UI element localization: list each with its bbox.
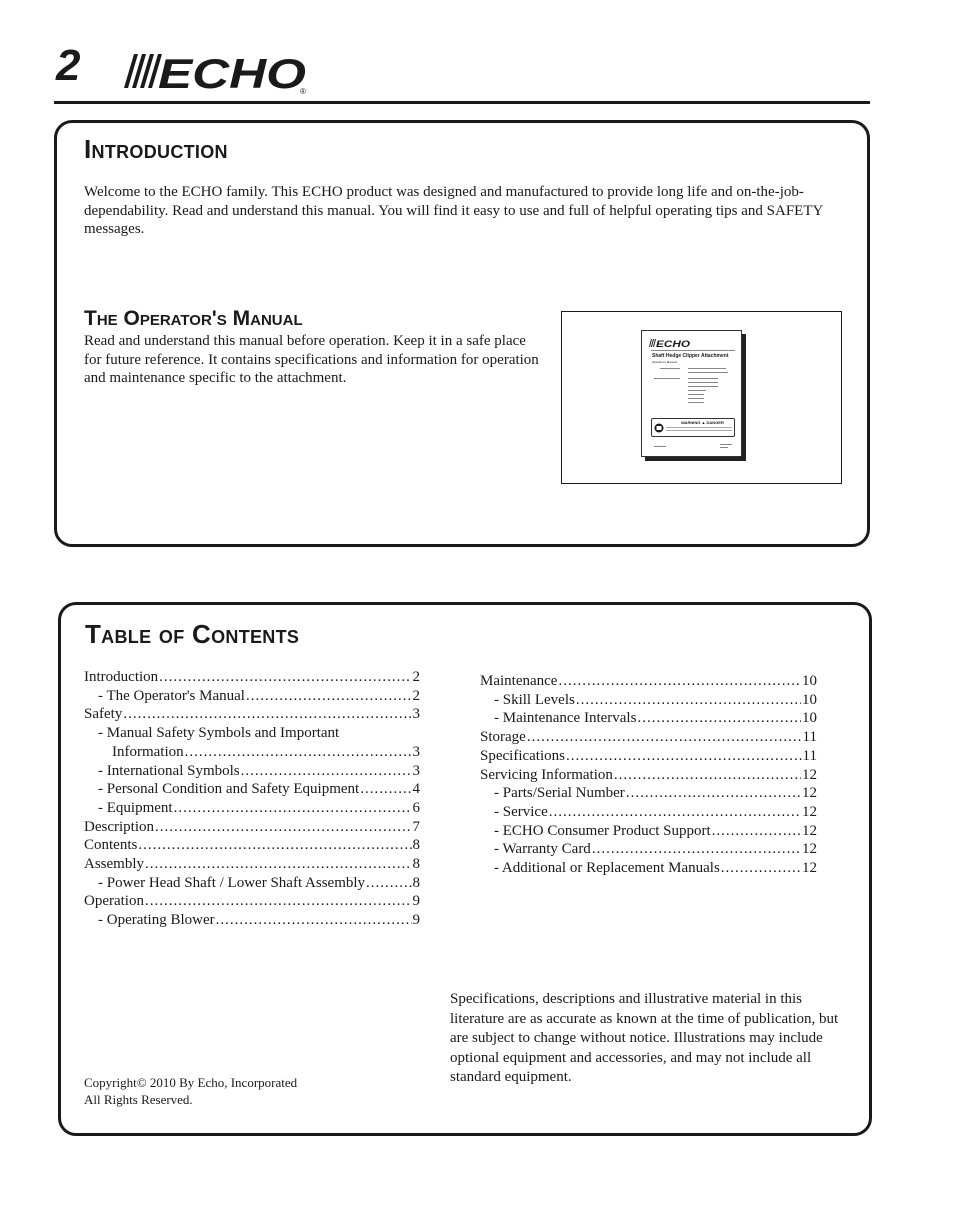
toc-entry <box>84 855 420 874</box>
logo-wordmark: ECHO <box>158 50 306 96</box>
toc-entry-label: Specifications <box>480 747 565 764</box>
toc-entry-page: 8 <box>412 874 420 891</box>
toc-entry <box>494 859 817 878</box>
toc-entry-label: - Warranty Card <box>494 841 591 858</box>
thumbnail-logo-wordmark: ECHO <box>656 339 690 348</box>
thumbnail-text-line <box>688 368 726 369</box>
toc-entry-page: 12 <box>802 785 817 802</box>
toc-entry <box>84 818 420 837</box>
toc-entry-label: - Equipment <box>98 799 173 816</box>
table-of-contents-title: Table of Contents <box>85 619 300 649</box>
toc-entry <box>98 799 420 818</box>
thumbnail-text-line <box>688 398 704 399</box>
thumbnail-text-line <box>720 444 732 445</box>
thumbnail-text-line <box>688 394 704 395</box>
toc-entry-label: - Manual Safety Symbols and Important <box>98 725 340 742</box>
toc-dot-leader <box>216 911 412 930</box>
toc-dot-leader <box>246 687 412 706</box>
thumbnail-text-line <box>688 390 706 391</box>
toc-dot-leader <box>549 803 801 822</box>
toc-dot-leader <box>614 766 801 785</box>
toc-entry <box>494 840 817 859</box>
toc-entry <box>84 836 420 855</box>
toc-entry-page: 11 <box>802 729 817 746</box>
toc-entry-page: 3 <box>412 743 420 760</box>
thumbnail-cover-subtitle: Operator's Manual <box>652 360 677 364</box>
toc-entry-page: 2 <box>412 687 420 704</box>
toc-entry <box>84 705 420 724</box>
introduction-body: Welcome to the ECHO family. This ECHO product was designed and manufactured to provide long life and on-the-job-dependability. Read and understand this manual. You will find it easy to use and full of helpful operating tips and SAFETY messages. <box>84 184 823 238</box>
copyright-notice <box>84 1074 297 1108</box>
toc-entry-page: 12 <box>802 822 817 839</box>
toc-entry <box>480 728 817 747</box>
toc-entry <box>494 822 817 841</box>
toc-entry-label: Operation <box>84 893 144 910</box>
toc-entry-label: - Additional or Replacement Manuals <box>494 860 720 876</box>
toc-entry-label: Maintenance <box>480 673 558 689</box>
thumbnail-text-line <box>688 382 718 383</box>
toc-entry-label: Description <box>84 818 154 835</box>
toc-entry-label: Assembly <box>84 856 144 872</box>
thumbnail-echo-logo <box>648 338 692 348</box>
toc-entry-page: 9 <box>412 912 420 929</box>
operators-manual-body: Read and understand this manual before operation. Keep it in a safe place for future reference. It contains specifications and information for operation and maintenance specific to the attachment. <box>84 333 539 387</box>
toc-entry-label: Introduction <box>84 669 159 685</box>
toc-dot-leader <box>174 799 412 818</box>
toc-entry-page: 11 <box>802 747 817 764</box>
toc-entry <box>98 780 420 799</box>
page-number: 2 <box>56 41 81 90</box>
toc-dot-leader <box>558 672 801 691</box>
toc-entry-label: - Operating Blower <box>98 912 215 929</box>
toc-entry-label: - Skill Levels <box>494 691 575 708</box>
toc-entry-label: - Personal Condition and Safety Equipment <box>98 781 360 798</box>
toc-entry <box>480 747 817 766</box>
toc-dot-leader <box>360 780 411 799</box>
toc-dot-leader <box>626 784 801 803</box>
thumbnail-read-manual-icon <box>654 423 664 433</box>
toc-entry <box>494 803 817 822</box>
rights-reserved-line: All Rights Reserved. <box>84 1092 193 1107</box>
toc-entry-label: Contents <box>84 837 138 854</box>
toc-entry <box>112 743 420 762</box>
toc-dot-leader <box>366 874 411 893</box>
toc-dot-leader <box>145 855 412 874</box>
toc-entry-label: - International Symbols <box>98 762 240 779</box>
toc-entry-page: 9 <box>412 893 420 910</box>
toc-dot-leader <box>592 840 801 859</box>
toc-entry <box>98 874 420 893</box>
toc-entry <box>84 892 420 911</box>
copyright-line: Copyright© 2010 By Echo, Incorporated <box>84 1075 298 1090</box>
toc-entry <box>98 687 420 706</box>
thumbnail-text-line <box>688 402 704 403</box>
toc-entry-page: 12 <box>802 803 817 820</box>
toc-entry-label: - ECHO Consumer Product Support <box>494 822 711 839</box>
toc-entry-page: 2 <box>412 669 420 685</box>
toc-dot-leader <box>185 743 412 762</box>
toc-dot-leader <box>527 728 802 747</box>
operators-manual-title: The Operator's Manual <box>84 307 303 330</box>
toc-entry <box>98 762 420 781</box>
toc-entry-page: 10 <box>802 710 817 727</box>
thumbnail-text-line <box>654 446 666 447</box>
toc-dot-leader <box>159 668 411 687</box>
toc-entry-page: 3 <box>412 706 420 723</box>
toc-entry-page: 12 <box>802 766 817 783</box>
toc-entry-page: 8 <box>412 856 420 872</box>
echo-logo <box>116 48 312 96</box>
toc-entry-page: 12 <box>802 841 817 858</box>
toc-entry <box>480 672 817 691</box>
toc-dot-leader <box>138 836 411 855</box>
thumbnail-text-line <box>654 378 680 379</box>
toc-entry-page: 8 <box>412 837 420 854</box>
introduction-title: Introduction <box>84 134 228 164</box>
toc-entry-page: 6 <box>412 799 420 816</box>
thumbnail-text-line <box>720 447 728 448</box>
toc-entry-label: Servicing Information <box>480 766 613 783</box>
toc-entry-label: - Parts/Serial Number <box>494 785 625 802</box>
thumbnail-text-line <box>688 386 718 387</box>
toc-entry-page: 3 <box>412 762 420 779</box>
header-rule <box>54 101 870 104</box>
toc-entry-label: - The Operator's Manual <box>98 687 245 704</box>
thumbnail-rule <box>651 350 735 351</box>
toc-entry-label: Storage <box>480 729 526 746</box>
toc-dot-leader <box>241 762 412 781</box>
toc-entry <box>480 766 817 785</box>
thumbnail-warning-label: WARNING ▲ DANGER <box>681 420 724 425</box>
specifications-disclaimer: Specifications, descriptions and illustrative material in this literature are as accurate as known at the time of publication, but are subject to change without notice. Illustrations may include optional equipment and accessories, and may not include all standard equipment. <box>450 991 839 1085</box>
thumbnail-text-line <box>666 430 732 431</box>
toc-dot-leader <box>123 705 411 724</box>
toc-dot-leader <box>712 822 801 841</box>
toc-entry <box>98 911 420 930</box>
toc-entry-label: Information <box>112 743 184 760</box>
toc-entry <box>84 668 420 687</box>
registered-mark: ® <box>300 87 306 96</box>
toc-entry-label: Safety <box>84 706 123 723</box>
thumbnail-text-line <box>688 372 728 373</box>
toc-entry-page: 4 <box>412 781 420 798</box>
toc-entry-page: 12 <box>802 860 817 876</box>
toc-dot-leader <box>155 818 412 837</box>
toc-dot-leader <box>576 691 801 710</box>
thumbnail-text-line <box>688 378 718 379</box>
thumbnail-text-line <box>666 427 732 428</box>
toc-dot-leader <box>145 892 412 911</box>
toc-dot-leader <box>721 859 801 878</box>
thumbnail-text-line <box>660 368 680 369</box>
toc-entry-page: 10 <box>802 673 817 689</box>
toc-dot-leader <box>637 709 801 728</box>
toc-entry <box>494 709 817 728</box>
toc-entry-page: 7 <box>412 818 420 835</box>
toc-entry <box>494 784 817 803</box>
toc-dot-leader <box>566 747 802 766</box>
toc-entry-page: 10 <box>802 691 817 708</box>
toc-entry <box>494 691 817 710</box>
toc-entry-label: - Power Head Shaft / Lower Shaft Assembly <box>98 874 366 891</box>
toc-entry-label: - Service <box>494 803 548 820</box>
toc-entry-label: - Maintenance Intervals <box>494 710 637 727</box>
thumbnail-cover-title: Shaft Hedge Clipper Attachment <box>652 353 729 359</box>
